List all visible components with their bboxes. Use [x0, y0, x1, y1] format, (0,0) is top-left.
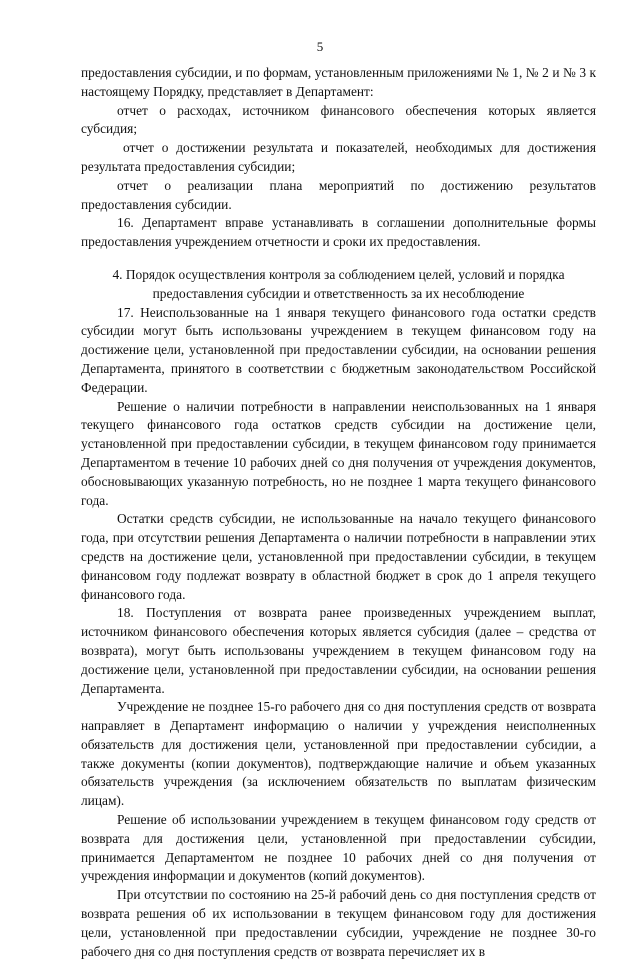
- paragraph: Учреждение не позднее 15-го рабочего дня со дня поступления средств от возврата направляет в Департамент информацию о наличии у учреждения неисполненных обязательств для достижения цели, установленной при предоставлении субсидии, а также документы (копии документов), подтверждающие наличие и объем указанных обязательств учреждения (за исключением обязательств по выплатам физическим лицам).: [81, 699, 596, 809]
- paragraph: Остатки средств субсидии, не использованные на начало текущего финансового года, при отсутствии решения Департамента о наличии потребности в направлении этих средств на достижение цели, установленной при предоставлении субсидии, в текущем финансовом году подлежат возврату в областной бюджет в срок до 1 апреля текущего финансового года.: [81, 511, 596, 602]
- paragraph: 17. Неиспользованные на 1 января текущего финансового года остатки средств субсидии могут быть использованы учреждением в текущем финансовом году на достижение цели, установленной при предоставлении субсидии, на основании решения Департамента, принятого в соответствии с бюджетным законодательством Российской Федерации.: [81, 304, 596, 395]
- paragraph: отчет о расходах, источником финансового обеспечения которых является субсидия;: [81, 102, 596, 137]
- paragraph: предоставления субсидии, и по формам, установленным приложениями № 1, № 2 и № 3 к настоящему Порядку, представляет в Департамент:: [81, 65, 596, 99]
- paragraph: 16. Департамент вправе устанавливать в соглашении дополнительные формы предоставления учреждением отчетности и сроки их предоставления.: [81, 215, 596, 250]
- section-spacer: [81, 252, 596, 266]
- paragraph: При отсутствии по состоянию на 25-й рабочий день со дня поступления средств от возврата решения об их использовании в текущем финансовом году для достижения цели, установленной при предоставлении субсидии, учреждение не позднее 30-го рабочего дня со дня поступления средств от возврата перечисляет их в: [81, 887, 596, 959]
- paragraph: Решение об использовании учреждением в текущем финансовом году средств от возврата для достижения цели, установленной при предоставлении субсидии, принимается Департаментом не позднее 10 рабочих дней со дня получения от учреждения информации и документов (копий документов).: [81, 812, 596, 884]
- paragraph: Решение о наличии потребности в направлении неиспользованных на 1 января текущего финансового года остатков средств субсидии на достижение цели, установленной при предоставлении субсидии, в текущем финансовом году принимается Департаментом в течение 10 рабочих дней со дня получения от учреждения документов, обосновывающих указанную потребность, но не позднее 1 марта текущего финансового года.: [81, 398, 596, 508]
- page-number: 5: [316, 39, 324, 54]
- paragraph: отчет о реализации плана мероприятий по достижению результатов предоставления субсидии.: [81, 177, 596, 212]
- paragraph: отчет о достижении результата и показателей, необходимых для достижения результата предоставления субсидии;: [81, 140, 596, 174]
- document-body: [81, 64, 596, 961]
- paragraph: 18. Поступления от возврата ранее произведенных учреждением выплат, источником финансового обеспечения которых является субсидия (далее – средства от возврата), могут быть использованы учреждением в текущем финансовом году на достижение цели, установленной при предоставлении субсидии, на основании решения Департамента.: [81, 605, 596, 696]
- section-heading: 4. Порядок осуществления контроля за соблюдением целей, условий и порядка предоставления субсидии и ответственность за их несоблюдение: [112, 266, 565, 301]
